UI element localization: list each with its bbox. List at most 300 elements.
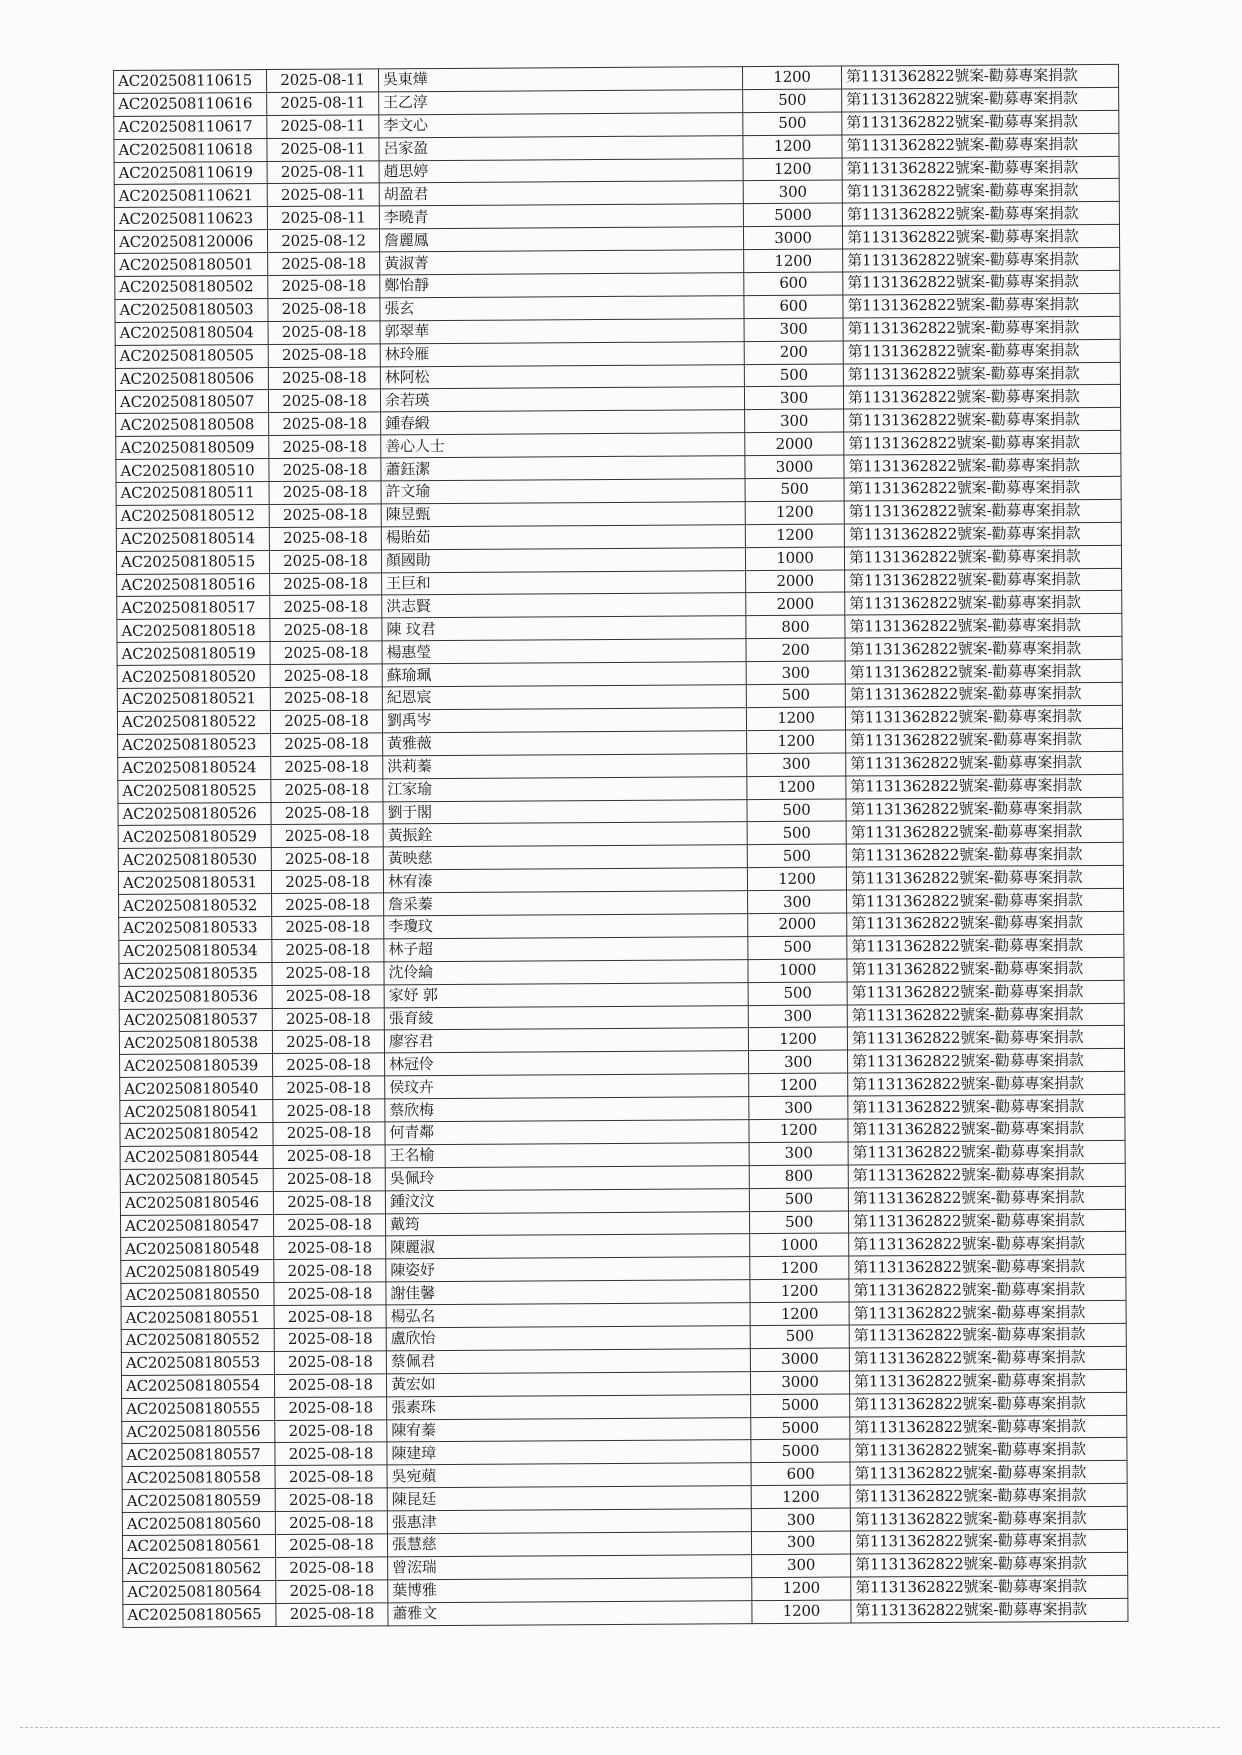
receipt-id-cell: AC202508180561 (122, 1535, 275, 1559)
receipt-id-cell: AC202508180558 (122, 1466, 275, 1490)
date-cell: 2025-08-18 (275, 1397, 387, 1421)
date-cell: 2025-08-18 (274, 1305, 386, 1329)
receipt-id-cell: AC202508180524 (118, 756, 271, 780)
description-cell: 第1131362822號案-勸募專案捐款 (848, 1209, 1125, 1234)
description-cell: 第1131362822號案-勸募專案捐款 (844, 499, 1121, 524)
description-cell: 第1131362822號案-勸募專案捐款 (843, 247, 1120, 272)
date-cell: 2025-08-18 (274, 1351, 386, 1375)
receipt-id-cell: AC202508180560 (122, 1512, 275, 1536)
date-cell: 2025-08-18 (275, 1511, 387, 1535)
receipt-id-cell: AC202508180544 (120, 1145, 273, 1169)
date-cell: 2025-08-12 (267, 229, 379, 253)
description-cell: 第1131362822號案-勸募專案捐款 (844, 476, 1121, 501)
date-cell: 2025-08-18 (273, 1122, 385, 1146)
donor-name-cell: 江家瑜 (383, 776, 747, 801)
description-cell: 第1131362822號案-勸募專案捐款 (849, 1232, 1126, 1257)
amount-cell: 3000 (750, 1371, 849, 1394)
ledger-body (114, 64, 1128, 1627)
date-cell: 2025-08-18 (271, 870, 383, 894)
donor-name-cell: 詹麗鳳 (379, 227, 743, 252)
amount-cell: 300 (746, 661, 845, 684)
donor-name-cell: 林玲雁 (380, 341, 744, 366)
description-cell: 第1131362822號案-勸募專案捐款 (845, 591, 1122, 616)
receipt-id-cell: AC202508180537 (119, 1008, 272, 1032)
description-cell: 第1131362822號案-勸募專案捐款 (848, 1140, 1125, 1165)
receipt-id-cell: AC202508180552 (121, 1329, 274, 1353)
date-cell: 2025-08-18 (272, 984, 384, 1008)
date-cell: 2025-08-18 (268, 389, 380, 413)
description-cell: 第1131362822號案-勸募專案捐款 (843, 385, 1120, 410)
description-cell: 第1131362822號案-勸募專案捐款 (845, 660, 1122, 685)
amount-cell: 1200 (746, 707, 845, 730)
description-cell: 第1131362822號案-勸募專案捐款 (843, 362, 1120, 387)
receipt-id-cell: AC202508180521 (117, 688, 270, 712)
receipt-id-cell: AC202508180523 (118, 733, 271, 757)
date-cell: 2025-08-18 (270, 572, 382, 596)
description-cell: 第1131362822號案-勸募專案捐款 (849, 1278, 1126, 1303)
description-cell: 第1131362822號案-勸募專案捐款 (842, 179, 1119, 204)
receipt-id-cell: AC202508180555 (122, 1397, 275, 1421)
amount-cell: 3000 (745, 455, 844, 478)
description-cell: 第1131362822號案-勸募專案捐款 (846, 843, 1123, 868)
donor-name-cell: 張素珠 (387, 1394, 751, 1419)
description-cell: 第1131362822號案-勸募專案捐款 (848, 1163, 1125, 1188)
date-cell: 2025-08-18 (273, 1053, 385, 1077)
receipt-id-cell: AC202508110618 (114, 138, 267, 162)
amount-cell: 500 (747, 821, 846, 844)
description-cell: 第1131362822號案-勸募專案捐款 (844, 545, 1121, 570)
description-cell: 第1131362822號案-勸募專案捐款 (843, 316, 1120, 341)
amount-cell: 1200 (743, 135, 842, 158)
donor-name-cell: 鍾汶汶 (385, 1188, 749, 1213)
date-cell: 2025-08-18 (269, 481, 381, 505)
date-cell: 2025-08-18 (268, 298, 380, 322)
donor-name-cell: 蔡佩君 (386, 1349, 750, 1374)
receipt-id-cell: AC202508180529 (118, 825, 271, 849)
date-cell: 2025-08-18 (269, 550, 381, 574)
donor-name-cell: 陳昱甄 (381, 502, 745, 527)
receipt-id-cell: AC202508180509 (116, 436, 269, 460)
donor-name-cell: 顏國勛 (381, 547, 745, 572)
date-cell: 2025-08-18 (270, 641, 382, 665)
date-cell: 2025-08-18 (271, 801, 383, 825)
date-cell: 2025-08-18 (273, 1168, 385, 1192)
date-cell: 2025-08-18 (276, 1603, 388, 1627)
date-cell: 2025-08-11 (267, 183, 379, 207)
amount-cell: 300 (748, 890, 847, 913)
receipt-id-cell: AC202508180539 (120, 1054, 273, 1078)
receipt-id-cell: AC202508180522 (117, 710, 270, 734)
amount-cell: 300 (749, 1142, 848, 1165)
amount-cell: 500 (747, 844, 846, 867)
donor-name-cell: 劉于閣 (383, 799, 747, 824)
date-cell: 2025-08-18 (269, 504, 381, 528)
description-cell: 第1131362822號案-勸募專案捐款 (847, 888, 1124, 913)
date-cell: 2025-08-18 (269, 435, 381, 459)
amount-cell: 500 (747, 799, 846, 822)
receipt-id-cell: AC202508180510 (116, 459, 269, 483)
receipt-id-cell: AC202508180514 (116, 527, 269, 551)
receipt-id-cell: AC202508180530 (118, 848, 271, 872)
date-cell: 2025-08-18 (272, 1030, 384, 1054)
donor-name-cell: 胡盈君 (379, 181, 743, 206)
amount-cell: 3000 (743, 226, 842, 249)
date-cell: 2025-08-18 (271, 824, 383, 848)
donor-name-cell: 黃振銓 (383, 822, 747, 847)
donor-name-cell: 王乙淳 (379, 90, 743, 115)
amount-cell: 300 (751, 1531, 850, 1554)
donor-name-cell: 曾浤瑞 (388, 1555, 752, 1580)
description-cell: 第1131362822號案-勸募專案捐款 (846, 751, 1123, 776)
amount-cell: 1200 (742, 66, 841, 89)
donor-name-cell: 陳建璋 (387, 1440, 751, 1465)
amount-cell: 500 (743, 112, 842, 135)
description-cell: 第1131362822號案-勸募專案捐款 (849, 1323, 1126, 1348)
receipt-id-cell: AC202508180512 (116, 504, 269, 528)
date-cell: 2025-08-18 (268, 344, 380, 368)
donor-name-cell: 趙思婷 (379, 158, 743, 183)
receipt-id-cell: AC202508180517 (117, 596, 270, 620)
receipt-id-cell: AC202508180505 (115, 344, 268, 368)
amount-cell: 5000 (751, 1439, 850, 1462)
date-cell: 2025-08-18 (276, 1557, 388, 1581)
amount-cell: 300 (749, 1096, 848, 1119)
receipt-id-cell: AC202508180553 (121, 1351, 274, 1375)
amount-cell: 1200 (751, 1485, 850, 1508)
amount-cell: 5000 (743, 203, 842, 226)
description-cell: 第1131362822號案-勸募專案捐款 (847, 957, 1124, 982)
date-cell: 2025-08-18 (270, 618, 382, 642)
receipt-id-cell: AC202508180525 (118, 779, 271, 803)
description-cell: 第1131362822號案-勸募專案捐款 (848, 1186, 1125, 1211)
date-cell: 2025-08-18 (270, 687, 382, 711)
description-cell: 第1131362822號案-勸募專案捐款 (841, 64, 1118, 89)
donor-name-cell: 鍾春緞 (381, 410, 745, 435)
description-cell: 第1131362822號案-勸募專案捐款 (846, 820, 1123, 845)
donor-name-cell: 陳昆廷 (387, 1486, 751, 1511)
date-cell: 2025-08-18 (272, 916, 384, 940)
date-cell: 2025-08-18 (270, 595, 382, 619)
donor-name-cell: 林阿松 (380, 364, 744, 389)
date-cell: 2025-08-18 (275, 1534, 387, 1558)
donor-name-cell: 李瓊玟 (384, 914, 748, 939)
amount-cell: 1000 (750, 1233, 849, 1256)
amount-cell: 600 (744, 272, 843, 295)
donor-name-cell: 陳姿妤 (386, 1257, 750, 1282)
date-cell: 2025-08-18 (273, 1145, 385, 1169)
amount-cell: 1200 (750, 1279, 849, 1302)
date-cell: 2025-08-18 (272, 962, 384, 986)
date-cell: 2025-08-18 (271, 756, 383, 780)
amount-cell: 1200 (752, 1577, 851, 1600)
description-cell: 第1131362822號案-勸募專案捐款 (846, 797, 1123, 822)
date-cell: 2025-08-11 (267, 138, 379, 162)
amount-cell: 3000 (750, 1348, 849, 1371)
donor-name-cell: 黃映慈 (383, 845, 747, 870)
receipt-id-cell: AC202508110621 (114, 184, 267, 208)
description-cell: 第1131362822號案-勸募專案捐款 (845, 614, 1122, 639)
date-cell: 2025-08-11 (267, 69, 379, 93)
receipt-id-cell: AC202508180504 (115, 321, 268, 345)
donor-name-cell: 蕭雅文 (388, 1600, 752, 1625)
amount-cell: 500 (749, 1211, 848, 1234)
date-cell: 2025-08-18 (273, 1076, 385, 1100)
description-cell: 第1131362822號案-勸募專案捐款 (850, 1484, 1127, 1509)
date-cell: 2025-08-18 (275, 1488, 387, 1512)
description-cell: 第1131362822號案-勸募專案捐款 (842, 110, 1119, 135)
receipt-id-cell: AC202508180536 (119, 985, 272, 1009)
donor-name-cell: 黃宏如 (386, 1371, 750, 1396)
date-cell: 2025-08-18 (275, 1465, 387, 1489)
receipt-id-cell: AC202508180518 (117, 619, 270, 643)
donor-name-cell: 許文瑜 (381, 479, 745, 504)
date-cell: 2025-08-18 (273, 1099, 385, 1123)
receipt-id-cell: AC202508180535 (119, 962, 272, 986)
receipt-id-cell: AC202508180501 (115, 253, 268, 277)
date-cell: 2025-08-18 (269, 527, 381, 551)
amount-cell: 1200 (750, 1256, 849, 1279)
receipt-id-cell: AC202508180565 (123, 1603, 276, 1627)
description-cell: 第1131362822號案-勸募專案捐款 (842, 202, 1119, 227)
date-cell: 2025-08-18 (274, 1374, 386, 1398)
date-cell: 2025-08-11 (267, 160, 379, 184)
receipt-id-cell: AC202508180564 (123, 1580, 276, 1604)
amount-cell: 2000 (745, 432, 844, 455)
amount-cell: 5000 (751, 1417, 850, 1440)
receipt-id-cell: AC202508180557 (122, 1443, 275, 1467)
description-cell: 第1131362822號案-勸募專案捐款 (850, 1392, 1127, 1417)
donor-name-cell: 吳佩玲 (385, 1165, 749, 1190)
amount-cell: 1200 (749, 1073, 848, 1096)
receipt-id-cell: AC202508180538 (119, 1031, 272, 1055)
date-cell: 2025-08-18 (270, 664, 382, 688)
receipt-id-cell: AC202508110623 (114, 207, 267, 231)
description-cell: 第1131362822號案-勸募專案捐款 (846, 728, 1123, 753)
donor-name-cell: 侯玟卉 (385, 1074, 749, 1099)
donor-name-cell: 洪志賢 (382, 593, 746, 618)
description-cell: 第1131362822號案-勸募專案捐款 (845, 568, 1122, 593)
amount-cell: 300 (744, 387, 843, 410)
donor-name-cell: 鄭怡靜 (380, 273, 744, 298)
receipt-id-cell: AC202508180519 (117, 642, 270, 666)
donor-name-cell: 李曉青 (379, 204, 743, 229)
amount-cell: 300 (745, 409, 844, 432)
date-cell: 2025-08-18 (271, 847, 383, 871)
date-cell: 2025-08-18 (273, 1190, 385, 1214)
date-cell: 2025-08-18 (274, 1282, 386, 1306)
donor-name-cell: 詹采蓁 (384, 891, 748, 916)
donation-ledger-table (113, 64, 1128, 1628)
receipt-id-cell: AC202508120006 (114, 230, 267, 254)
amount-cell: 800 (749, 1165, 848, 1188)
amount-cell: 300 (752, 1554, 851, 1577)
amount-cell: 1200 (745, 501, 844, 524)
amount-cell: 500 (744, 364, 843, 387)
description-cell: 第1131362822號案-勸募專案捐款 (850, 1438, 1127, 1463)
amount-cell: 1000 (745, 547, 844, 570)
receipt-id-cell: AC202508180515 (116, 550, 269, 574)
description-cell: 第1131362822號案-勸募專案捐款 (847, 911, 1124, 936)
donor-name-cell: 余若瑛 (380, 387, 744, 412)
donor-name-cell: 劉禹岑 (382, 708, 746, 733)
donor-name-cell: 陳 玟君 (382, 616, 746, 641)
amount-cell: 2000 (746, 570, 845, 593)
donor-name-cell: 黃雅薇 (383, 730, 747, 755)
date-cell: 2025-08-18 (268, 252, 380, 276)
table-row (123, 1598, 1128, 1627)
date-cell: 2025-08-18 (269, 412, 381, 436)
donor-name-cell: 何青鄰 (385, 1120, 749, 1145)
receipt-id-cell: AC202508180545 (120, 1168, 273, 1192)
description-cell: 第1131362822號案-勸募專案捐款 (847, 934, 1124, 959)
description-cell: 第1131362822號案-勸募專案捐款 (844, 522, 1121, 547)
donor-name-cell: 葉博雅 (388, 1577, 752, 1602)
donor-name-cell: 楊惠瑩 (382, 639, 746, 664)
receipt-id-cell: AC202508180549 (121, 1260, 274, 1284)
description-cell: 第1131362822號案-勸募專案捐款 (843, 339, 1120, 364)
description-cell: 第1131362822號案-勸募專案捐款 (848, 1094, 1125, 1119)
description-cell: 第1131362822號案-勸募專案捐款 (846, 866, 1123, 891)
donor-name-cell: 家妤 郭 (384, 982, 748, 1007)
donor-name-cell: 紀恩宸 (382, 685, 746, 710)
description-cell: 第1131362822號案-勸募專案捐款 (848, 1049, 1125, 1074)
date-cell: 2025-08-18 (268, 366, 380, 390)
date-cell: 2025-08-18 (275, 1419, 387, 1443)
page-bottom-rule (20, 1727, 1220, 1728)
donor-name-cell: 林冠伶 (385, 1051, 749, 1076)
donor-name-cell: 楊貽茹 (381, 524, 745, 549)
description-cell: 第1131362822號案-勸募專案捐款 (842, 156, 1119, 181)
donor-name-cell: 洪莉蓁 (383, 753, 747, 778)
receipt-id-cell: AC202508180559 (122, 1489, 275, 1513)
amount-cell: 1200 (747, 867, 846, 890)
description-cell: 第1131362822號案-勸募專案捐款 (850, 1461, 1127, 1486)
receipt-id-cell: AC202508180562 (123, 1557, 276, 1581)
donor-name-cell: 黃淑菁 (380, 250, 744, 275)
donor-name-cell: 王名榆 (385, 1142, 749, 1167)
receipt-id-cell: AC202508110615 (114, 70, 267, 94)
date-cell: 2025-08-18 (274, 1259, 386, 1283)
date-cell: 2025-08-18 (268, 275, 380, 299)
receipt-id-cell: AC202508110617 (114, 115, 267, 139)
amount-cell: 200 (744, 341, 843, 364)
description-cell: 第1131362822號案-勸募專案捐款 (851, 1598, 1128, 1623)
receipt-id-cell: AC202508180507 (115, 390, 268, 414)
amount-cell: 300 (751, 1508, 850, 1531)
date-cell: 2025-08-11 (267, 115, 379, 139)
donor-name-cell: 林子超 (384, 936, 748, 961)
date-cell: 2025-08-18 (272, 893, 384, 917)
description-cell: 第1131362822號案-勸募專案捐款 (847, 1003, 1124, 1028)
receipt-id-cell: AC202508180541 (120, 1100, 273, 1124)
amount-cell: 500 (749, 1188, 848, 1211)
description-cell: 第1131362822號案-勸募專案捐款 (851, 1552, 1128, 1577)
description-cell: 第1131362822號案-勸募專案捐款 (846, 774, 1123, 799)
description-cell: 第1131362822號案-勸募專案捐款 (845, 682, 1122, 707)
donor-name-cell: 林宥溱 (383, 868, 747, 893)
receipt-id-cell: AC202508180506 (115, 367, 268, 391)
receipt-id-cell: AC202508180546 (120, 1191, 273, 1215)
description-cell: 第1131362822號案-勸募專案捐款 (845, 705, 1122, 730)
date-cell: 2025-08-18 (275, 1442, 387, 1466)
receipt-id-cell: AC202508180532 (119, 894, 272, 918)
donor-name-cell: 蘇瑜珮 (382, 662, 746, 687)
receipt-id-cell: AC202508180503 (115, 298, 268, 322)
date-cell: 2025-08-18 (274, 1236, 386, 1260)
description-cell: 第1131362822號案-勸募專案捐款 (848, 1117, 1125, 1142)
description-cell: 第1131362822號案-勸募專案捐款 (849, 1346, 1126, 1371)
donor-name-cell: 陳宥蓁 (387, 1417, 751, 1442)
date-cell: 2025-08-18 (268, 321, 380, 345)
description-cell: 第1131362822號案-勸募專案捐款 (849, 1300, 1126, 1325)
donor-name-cell: 謝佳馨 (386, 1280, 750, 1305)
amount-cell: 2000 (748, 913, 847, 936)
amount-cell: 1200 (750, 1302, 849, 1325)
amount-cell: 800 (746, 615, 845, 638)
amount-cell: 1200 (752, 1600, 851, 1623)
amount-cell: 300 (749, 1050, 848, 1073)
donor-name-cell: 盧欣怡 (386, 1326, 750, 1351)
date-cell: 2025-08-18 (269, 458, 381, 482)
receipt-id-cell: AC202508110619 (114, 161, 267, 185)
description-cell: 第1131362822號案-勸募專案捐款 (844, 431, 1121, 456)
amount-cell: 1200 (744, 249, 843, 272)
amount-cell: 500 (748, 936, 847, 959)
donor-name-cell: 蕭鈺潔 (381, 456, 745, 481)
receipt-id-cell: AC202508180516 (117, 573, 270, 597)
date-cell: 2025-08-18 (272, 1007, 384, 1031)
donor-name-cell: 張玄 (380, 296, 744, 321)
amount-cell: 1200 (743, 158, 842, 181)
donor-name-cell: 張惠津 (387, 1509, 751, 1534)
amount-cell: 300 (747, 753, 846, 776)
amount-cell: 500 (745, 478, 844, 501)
donor-name-cell: 廖容君 (384, 1028, 748, 1053)
donor-name-cell: 郭翠華 (380, 318, 744, 343)
date-cell: 2025-08-18 (272, 939, 384, 963)
donor-name-cell: 陳麗淑 (386, 1234, 750, 1259)
description-cell: 第1131362822號案-勸募專案捐款 (844, 408, 1121, 433)
description-cell: 第1131362822號案-勸募專案捐款 (847, 980, 1124, 1005)
amount-cell: 300 (743, 181, 842, 204)
donor-name-cell: 呂家盈 (379, 135, 743, 160)
receipt-id-cell: AC202508180554 (121, 1374, 274, 1398)
receipt-id-cell: AC202508180551 (121, 1306, 274, 1330)
donor-name-cell: 張慧慈 (387, 1532, 751, 1557)
amount-cell: 300 (748, 1005, 847, 1028)
amount-cell: 300 (744, 318, 843, 341)
amount-cell: 1200 (747, 776, 846, 799)
donor-name-cell: 楊弘名 (386, 1303, 750, 1328)
description-cell: 第1131362822號案-勸募專案捐款 (850, 1529, 1127, 1554)
description-cell: 第1131362822號案-勸募專案捐款 (844, 453, 1121, 478)
receipt-id-cell: AC202508110616 (114, 92, 267, 116)
amount-cell: 1200 (748, 1027, 847, 1050)
amount-cell: 500 (743, 89, 842, 112)
description-cell: 第1131362822號案-勸募專案捐款 (850, 1415, 1127, 1440)
receipt-id-cell: AC202508180547 (120, 1214, 273, 1238)
amount-cell: 600 (744, 295, 843, 318)
receipt-id-cell: AC202508180526 (118, 802, 271, 826)
amount-cell: 500 (746, 684, 845, 707)
description-cell: 第1131362822號案-勸募專案捐款 (842, 133, 1119, 158)
receipt-id-cell: AC202508180531 (118, 871, 271, 895)
description-cell: 第1131362822號案-勸募專案捐款 (842, 87, 1119, 112)
amount-cell: 500 (748, 982, 847, 1005)
amount-cell: 1200 (747, 730, 846, 753)
amount-cell: 2000 (746, 593, 845, 616)
donor-name-cell: 戴筠 (385, 1211, 749, 1236)
